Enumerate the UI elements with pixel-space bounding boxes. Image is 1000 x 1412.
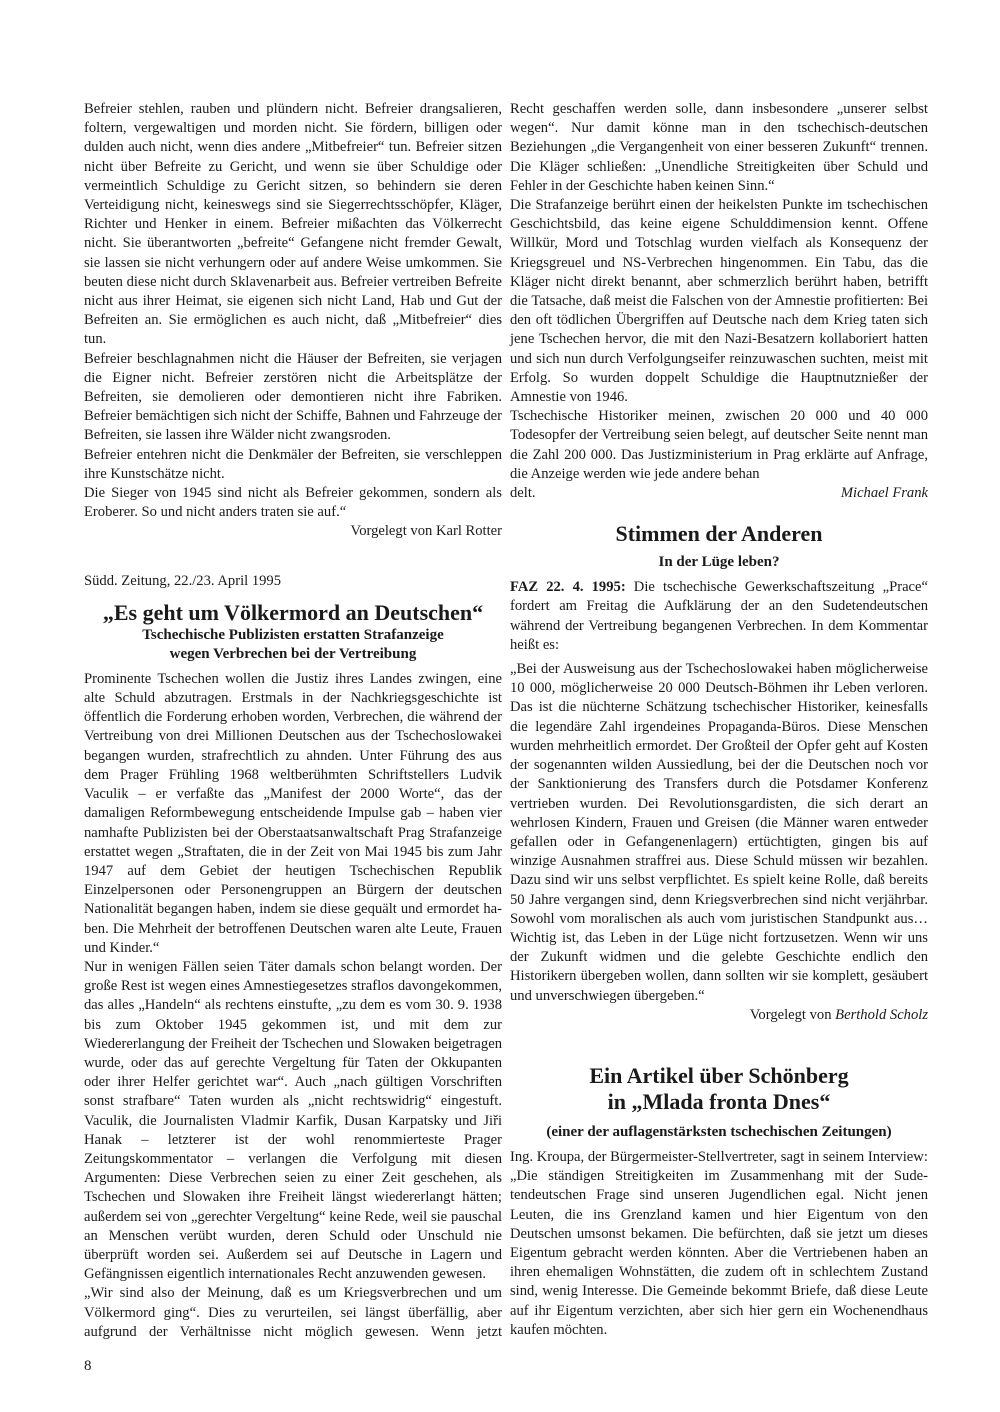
faz-signoff: Vorgelegt von Berthold Scholz [749,1006,928,1023]
intro-paragraph: Die Sieger von 1945 sind nicht als Befreier gekommen, sondern als Eroberer. So und nicht anders traten sie auf.“ [84,485,502,521]
article-source: Südd. Zeitung, 22./23. April 1995 [84,572,282,589]
section-title-stimmen: Stimmen der Anderen [615,521,823,547]
page-number: 8 [84,1358,92,1374]
continued-paragraph: Die Strafanzeige berührt einen der heikelsten Punkte im tschechischen Geschichtsbild, das keine eigene Schulddimension kennt. Offene Willkür, Mord und Totschlag wurden vielfach als Konsequenz der Kriegsgreuel und NS-Verbrechen hingenommen. Ein Tabu, das die Kläger nicht direkt benannt, aber schmerzlich berührt haben, betrifft die Tatsache, daß meist die Falschen von der Amnestie profitierten: Bei den oft tödlichen Übergriffen auf Deutsche nach dem Krieg taten sich jene Tschechen hervor, die mit den Nazi-Besatzern kollaboriert hatten und sich nun durch Verfolgungseifer reinzuwaschen suchten, meist mit Erfolg. So wurden doppelt Schuldige die Hauptnutznießer der Amnestie von 1946. [510,197,928,406]
schoenberg-paragraph: „Die ständigen Streitigkeiten im Zusammenhang mit der Sudetendeutschen Frage sind unseren Jugendlichen egal. Nicht jenen Leuten, die ins Grenzland kamen und hier Eigentum von den Deutschen umsonst bekamen. Die befürchten, daß sie jetzt um dieses Eigentum gebracht werden könnten. Aber die Vertriebenen haben an ihren ehemaligen Wohnstätten, die zudem oft in schlechtem Zustand sind, wenig Interesse. Die Gemeinde bekommt Briefe, daß diese Leute auf ihr Eigentum verzichten, aber sich hier gern ein Wochenendhaus kaufen möchten. [510,1168,928,1338]
section-title-schoenberg-2: in „Mlada fronta Dnes“ [607,1088,831,1114]
schoenberg-paragraph: Ing. Kroupa, der Bürgermeister-Stellvertreter, sagt in seinem Interview: [510,1148,928,1165]
continued-author: Michael Frank [840,485,928,502]
intro-paragraph: Befreier beschlagnahmen nicht die Häuser der Befreiten, sie verjagen die Eigner nicht. Befreier zerstören nicht die Arbeitsplätze der Befreiten, sie demolieren oder demontieren nicht ihre Fabriken. Befreier bemächtigen sich nicht der Schiffe, Bahnen und Fahrzeuge der Befreiten, sie lassen ihre Wälder nicht zwangsroden. [84,350,502,444]
intro-signoff: Vorgelegt von Karl Rotter [350,523,502,540]
left-column [84,100,502,1342]
faz-signoff-name: Berthold Scholz [835,1006,928,1023]
intro-paragraph: Befreier stehlen, rauben und plündern nicht. Befreier drangsalieren, foltern, vergewaltigen und morden nicht. Sie fördern, billigen oder dulden auch nicht, wenn dies andere „Mitbefreier“ tun. Befreier sitzen nicht über Befreite zu Gericht, und wenn sie über Schuldige oder vermeintlich Schuldige zu Gericht sitzen, so behindern sie deren Verteidigung nicht, keineswegs sind sie Siegerrechtsschöpfer, Kläger, Richter und Henker in einem. Befreier mißachten das Völkerrecht nicht. Sie überantworten „befreite“ Gefangene nicht fremder Gewalt, sie lassen sie nicht verhungern oder auf andere Weise umkommen. Sie beuten diese nicht durch Sklavenarbeit aus. Befreier vertreiben Befreite nicht aus ihrer Heimat, sie eigenen sich nicht Land, Hab und Gut der Befreiten an. Sie ermöglichen es auch nicht, daß „Mitbefreier“ dies tun. [84,101,502,348]
article-subheadline-1: Tschechische Publizisten erstatten Strafanzeige [142,626,444,643]
faz-lead-paragraph [510,578,928,655]
section-title-schoenberg-1: Ein Artikel über Schönberg [589,1062,849,1088]
continued-last-word: delt. [510,485,536,502]
article-paragraph: Prominente Tschechen wollen die Justiz ihres Landes zwingen, eine alte Schuld abzutragen. Erstmals in der Nachkriegsgeschichte ist öffentlich die Forderung erhoben worden, Verbrechen, die während der Vertreibung von drei Millionen Deutschen aus der Tschechoslowakei begangen wurden, strafrechtlich zu ahnden. Unter Führung des aus dem Prager Frühling 1968 weltberühmten Schriftstellers Ludvik Vaculik – er verfaßte das „Manifest der 2000 Worte“, das der damaligen Reformbewegung entscheidende Impulse gab – haben vier namhafte Publizisten bei der Oberstaatsanwaltschaft Prag Strafanzeige erstattet wegen „Straftaten, die in der Zeit von Mai 1945 bis zum Jahr 1947 auf dem Gebiet der heutigen Tschechischen Republik Einzelpersonen oder Personengruppen an Bürgern der deutschen Nationalität begangen haben, indem sie diese gequält und ermordet haben. Die Mehrheit der betroffenen Deutschen waren alte Leute, Frauen und Kinder.“ [84,670,502,956]
faz-quote: „Bei der Ausweisung aus der Tschechoslowakei haben möglicherweise 10 000, möglicherweise 20 000 Deutsch-Böhmen ihr Leben verloren. Das ist die nüchterne Schätzung tschechischer Historiker, keinesfalls die legendäre Zahl irgendeines Propaganda-Büros. Diese Menschen wurden mehrheitlich ermordet. Der Großteil der Opfer geht auf Kosten der sogenannten wilden Aussiedlung, bei der die Deutschen noch vor der Sanktionierung des Transfers durch die Potsdamer Konferenz vertrieben wurden. Dei Revolutionsgardisten, die sich derart an wehrlosen Kindern, Frauen und Greisen (die Männer waren entweder gefallen oder in Gefangenenlagern) ertüchtigten, gingen bis auf winzige Ausnahmen straffrei aus. Diese Schuld müssen wir bezahlen. Dazu sind wir uns selbst verpflichtet. Es spielt keine Rolle, daß bereits 50 Jahre vergangen sind, denn Kriegsverbrechen sind nicht verjährbar. Sowohl vom moralischen als auch vom juristischen Standpunkt aus… Wichtig ist, das Leben in der Lüge nicht fortzusetzen. Wenn wir uns der Zukunft widmen und die gelebte Geschichte endlich den Historikern übergeben wollen, dann sollten wir sie komplett, gesäubert und unverschwiegen übergeben.“ [510,661,928,1004]
intro-paragraph: Befreier entehren nicht die Denkmäler der Befreiten, sie verschleppen ihre Kunstschätze nicht. [84,446,502,482]
continued-paragraph: Tschechische Historiker meinen, zwischen 20 000 und 40 000 Todesopfer der Vertreibung seien belegt, auf deutscher Seite nennt man die Zahl 200 000. Das Justizministerium in Prag erklärte auf Anfrage, die Anzeige werden wie jede andere behan [510,408,928,482]
section-subtitle-luege: In der Lüge leben? [658,554,780,571]
article-headline: „Es geht um Völkermord an Deutschen“ [102,599,484,625]
faz-lead-text: Die tschechische Gewerkschaftszeitung „Prace“ fordert am Freitag die Aufklärung der an den Sudetendeutschen während der Vertreibung begangenen Verbrechen. In dem Kommentar heißt es: [510,579,928,653]
continued-signoff-line [510,484,928,503]
faz-lead-source: FAZ 22. 4. 1995: [510,579,626,596]
article-paragraph: Nur in wenigen Fällen seien Täter damals schon belangt worden. Der große Rest ist wegen eines Amnestiegesetzes straflos davongekommen, das alles „Handeln“ als rechtens einstufte, „zu dem es vom 30. 9. 1938 bis zum Oktober 1945 gekommen ist, und mit dem zur Wiedererlangung der Freiheit der Tschechen und Slowaken beigetragen wurde, oder das auf gerechte Vergeltung für Taten der Okkupanten oder ihrer Helfer gerichtet war“. Auch „nach gültigen Vorschriften sonst strafbare“ Taten wurden als „nicht rechtswidrig“ eingestuft. Vaculik, die Journalisten Vladmir Karfik, Dusan Karpatsky und Jiři Hanak – letzterer ist der wohl renommierteste Prager Zeitungskommentator – verlangen die Verfolgung mit diesen Argumenten: Diese Verbrechen seien zu einer Zeit geschehen, als Tschechen und Slowaken ihre Freiheit längst wiedererlangt hätten; außerdem sei von „gerechter Vergeltung“ keine Rede, weil sie pauschal an Menschen verübt wurden, deren Schuld oder Unschuld nie überprüft worden sei. Außerdem sei auf Deutsche in Lagern und Gefängnissen eigentlich internationales Recht anzuwenden gewesen. [84,958,502,1283]
right-column [510,100,928,1340]
continued-paragraph: Recht geschaffen werden solle, dann insbesondere „unserer selbst wegen“. Nur damit könne man in den tschechisch-deutschen Beziehungen „die Vergangenheit von einer besseren Zukunft“ trennen. Die Kläger schließen: „Unendliche Streitigkeiten über Schuld und Fehler in der Geschichte haben keinen Sinn.“ [510,101,928,194]
article-paragraph: „Wir sind also der Meinung, daß es um Kriegsverbrechen und um Völkermord ging“. Dies zu verurteilen, sei längst überfällig, aber aufgrund der Verhältnisse nicht möglich gewesen. Wenn jetzt [84,1285,502,1340]
section-subtitle-schoenberg: (einer der auflagenstärksten tschechischen Zeitungen) [546,1123,892,1140]
article-subheadline-2: wegen Verbrechen bei der Vertreibung [169,645,417,662]
